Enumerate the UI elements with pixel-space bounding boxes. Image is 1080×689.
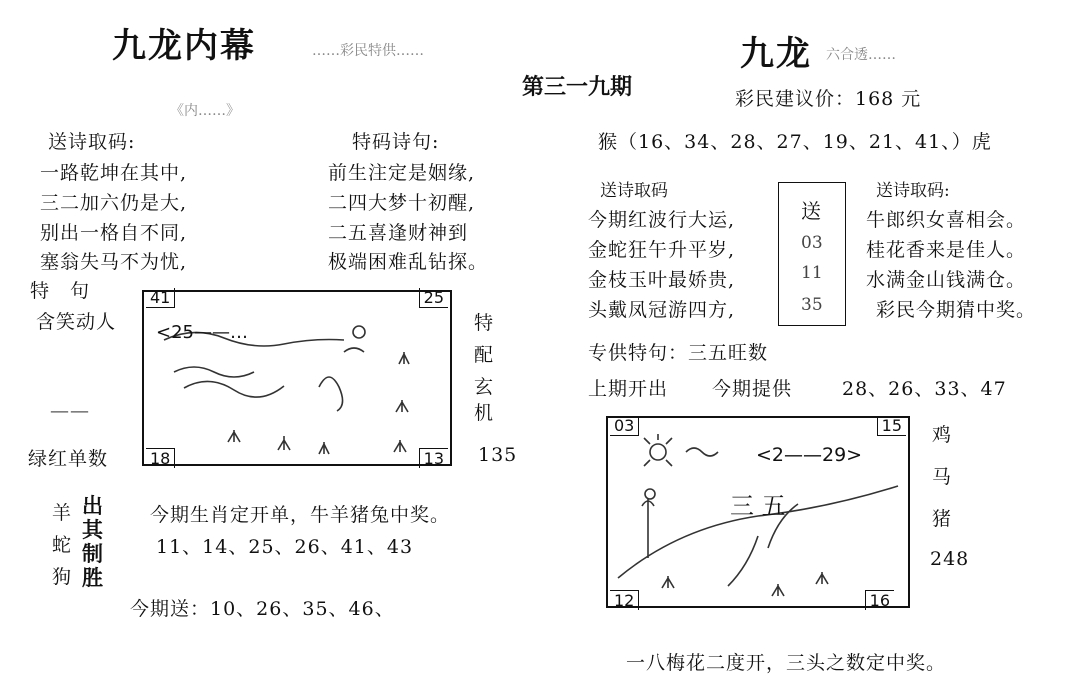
- issue-number: 第三一九期: [522, 75, 633, 100]
- left-poem1-line: 别出一格自不同,: [40, 222, 188, 244]
- dash-mark: ——: [50, 400, 90, 422]
- right-side-number: 248: [930, 548, 970, 570]
- right-sketch-box: [606, 416, 910, 608]
- left-side-char: 玄: [474, 376, 495, 398]
- left-poem1-line: 塞翁失马不为忧,: [40, 251, 188, 273]
- left-title: 九龙内幕: [112, 26, 256, 66]
- left-side-char: 特: [474, 312, 495, 334]
- tejv-label: 特 句: [30, 280, 91, 302]
- left-col2-header: 特码诗句:: [352, 131, 440, 153]
- tigong-numbers: 28、26、33、47: [842, 378, 1007, 400]
- left-side-char: 机: [474, 402, 495, 424]
- left-box-corner-bl: 18: [146, 448, 175, 468]
- right-side-char: 马: [932, 466, 953, 488]
- right-title: 九龙: [740, 34, 812, 74]
- right-right-poem-line: 桂花香来是佳人。: [866, 239, 1027, 261]
- jinqi-tigong-label: 今期提供: [712, 378, 793, 400]
- left-subtitle: ……彩民特供……: [312, 43, 424, 59]
- left-col1-header: 送诗取码:: [48, 131, 136, 153]
- left-side-char: 配: [474, 344, 495, 366]
- shangqi-label: 上期开出: [588, 378, 669, 400]
- right-right-poem-line: 彩民今期猜中奖。: [876, 299, 1037, 321]
- shengxiao-line: 今期生肖定开单，牛羊猪兔中奖。: [150, 504, 451, 526]
- right-right-header: 送诗取码:: [876, 181, 950, 201]
- left-bracket-note: 《内……》: [170, 103, 240, 119]
- right-side-char: 鸡: [932, 424, 953, 446]
- jinqisong-line: 今期送：10、26、35、46、: [130, 598, 395, 620]
- song-box-number: 11: [801, 263, 823, 283]
- tejv-text: 含笑动人: [36, 311, 117, 333]
- left-poem2-line: 二五喜逢财神到: [328, 222, 469, 244]
- right-box-corner-br: 16: [865, 590, 894, 610]
- left-poem1-line: 一路乾坤在其中,: [40, 162, 188, 184]
- right-right-poem-line: 牛郎织女喜相会。: [866, 209, 1027, 231]
- chuqi-char: 出: [82, 493, 104, 518]
- chuqi-char: 胜: [82, 565, 104, 590]
- right-side-char: 猪: [932, 508, 953, 530]
- right-box-corner-tr: 15: [877, 416, 906, 436]
- animal: 狗: [52, 566, 73, 588]
- monkey-line: 猴（16、34、28、27、19、21、41、）虎: [598, 131, 992, 153]
- left-box-corner-tl: 41: [146, 288, 175, 308]
- left-side-number: 135: [478, 444, 518, 466]
- left-sketch-drawing: [144, 292, 450, 464]
- left-box-corner-tr: 25: [419, 288, 448, 308]
- left-box-sketch-text: <25——…: [156, 322, 248, 343]
- chuqi-char: 其: [82, 517, 104, 542]
- right-box-sketch-text2: 三 五: [730, 492, 786, 520]
- left-poem2-line: 二四大梦十初醒,: [328, 192, 476, 214]
- lvhong-label: 绿红单数: [28, 448, 109, 470]
- animal: 羊: [52, 502, 73, 524]
- zhuangong-line: 专供特句：三五旺数: [588, 342, 769, 364]
- right-left-poem-line: 金枝玉叶最娇贵,: [588, 269, 736, 291]
- chuqi-char: 制: [82, 541, 104, 566]
- footer-line: 一八梅花二度开，三头之数定中奖。: [626, 652, 947, 674]
- numbers-line: 11、14、25、26、41、43: [156, 536, 414, 558]
- left-poem1-line: 三二加六仍是大,: [40, 192, 188, 214]
- right-left-poem-line: 今期红波行大运,: [588, 209, 736, 231]
- right-subtitle: 六合透……: [826, 47, 896, 63]
- left-box-corner-br: 13: [419, 448, 448, 468]
- left-sketch-box: [142, 290, 452, 466]
- right-left-header: 送诗取码: [600, 181, 668, 201]
- right-right-poem-line: 水满金山钱满仓。: [866, 269, 1027, 291]
- left-poem2-line: 前生注定是姻缘,: [328, 162, 476, 184]
- song-box: [778, 182, 846, 326]
- right-box-corner-bl: 12: [610, 590, 639, 610]
- right-left-poem-line: 头戴凤冠游四方,: [588, 299, 736, 321]
- animal: 蛇: [52, 534, 73, 556]
- right-box-corner-tl: 03: [610, 416, 639, 436]
- left-poem2-line: 极端困难乱钻探。: [328, 251, 489, 273]
- song-box-number: 35: [801, 295, 823, 315]
- right-box-sketch-text: <2——29>: [756, 444, 863, 466]
- price: 彩民建议价：168 元: [735, 88, 922, 110]
- song-box-label: 送: [801, 199, 821, 223]
- right-left-poem-line: 金蛇狂午升平岁,: [588, 239, 736, 261]
- song-box-number: 03: [801, 233, 823, 253]
